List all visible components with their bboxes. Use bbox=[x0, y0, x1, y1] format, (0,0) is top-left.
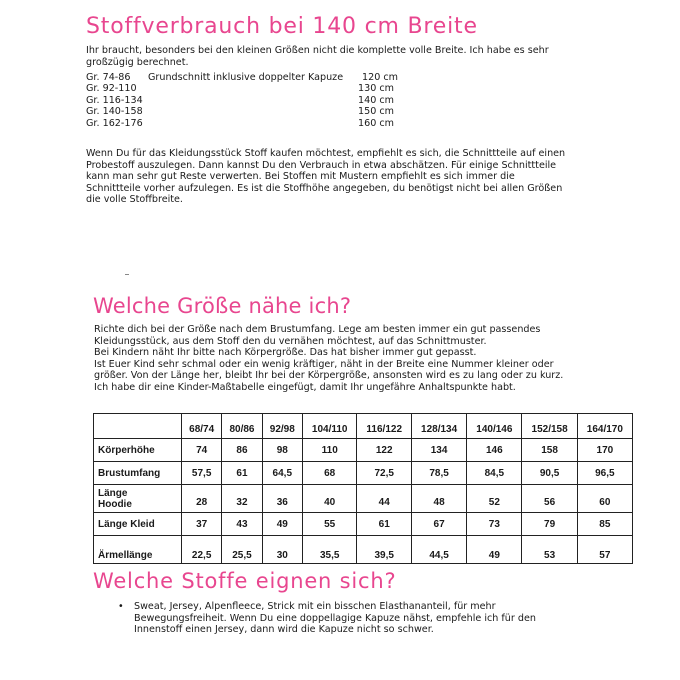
table-column-header: 68/74 bbox=[182, 414, 222, 439]
size-fabric-amount: 120 cm bbox=[362, 72, 398, 83]
table-cell: 49 bbox=[467, 536, 522, 564]
table-row-label: Brustumfang bbox=[94, 462, 182, 485]
table-column-header: 116/122 bbox=[357, 414, 412, 439]
table-cell: 78,5 bbox=[411, 462, 466, 485]
table-cell: 52 bbox=[467, 485, 522, 513]
table-row bbox=[94, 485, 633, 513]
table-cell: 61 bbox=[222, 462, 262, 485]
table-cell: 146 bbox=[467, 439, 522, 462]
table-cell: 74 bbox=[182, 439, 222, 462]
table-column-header: 128/134 bbox=[411, 414, 466, 439]
text-line: großzügig berechnet. bbox=[86, 56, 189, 68]
table-cell: 79 bbox=[522, 513, 577, 536]
size-label: Gr. 140-158 bbox=[86, 106, 143, 118]
text-line: Bei Kindern näht Ihr bitte nach Körpergröße. Das hat bisher immer gut gepasst. bbox=[94, 347, 477, 358]
table-cell: 68 bbox=[302, 462, 357, 485]
list-item bbox=[118, 601, 536, 636]
table-cell: 55 bbox=[302, 513, 357, 536]
text-line: Sweat, Jersey, Alpenfleece, Strick mit ein bisschen Elasthananteil, für mehr bbox=[134, 601, 496, 612]
section-title-which-fabrics: Welche Stoffe eignen sich? bbox=[93, 569, 397, 593]
table-cell: 49 bbox=[262, 513, 302, 536]
fabric-bullet-list bbox=[118, 601, 536, 636]
table-row bbox=[94, 462, 633, 485]
table-cell: 158 bbox=[522, 439, 577, 462]
table-cell: 60 bbox=[577, 485, 632, 513]
table-cell: 25,5 bbox=[222, 536, 262, 564]
table-row-label: Länge Kleid bbox=[94, 513, 182, 536]
table-column-header: 104/110 bbox=[302, 414, 357, 439]
bullet-icon: • bbox=[118, 601, 124, 612]
table-row-label: Ärmellänge bbox=[94, 536, 182, 564]
table-cell: 96,5 bbox=[577, 462, 632, 485]
table-column-header: 92/98 bbox=[262, 414, 302, 439]
table-cell: 40 bbox=[302, 485, 357, 513]
table-row bbox=[94, 536, 633, 564]
table-cell: 30 bbox=[262, 536, 302, 564]
table-cell: 28 bbox=[182, 485, 222, 513]
table-cell: 48 bbox=[411, 485, 466, 513]
table-cell: 84,5 bbox=[467, 462, 522, 485]
text-line: die volle Stoffbreite. bbox=[86, 194, 183, 206]
table-cell: 67 bbox=[411, 513, 466, 536]
text-line: Ist Euer Kind sehr schmal oder ein wenig kräftiger, näht in der Breite eine Nummer kleiner oder bbox=[94, 358, 554, 370]
table-cell: 72,5 bbox=[357, 462, 412, 485]
fabric-usage-intro bbox=[86, 45, 549, 68]
text-line: kann man sehr gut Reste verwerten. Bei Stoffen mit Mustern empfiehlt es sich immer die bbox=[86, 171, 515, 183]
table-cell: 61 bbox=[357, 513, 412, 536]
text-line: Innenstoff einen Jersey, dann wird die Kapuze nicht so schwer. bbox=[134, 624, 434, 636]
section-title-fabric-usage: Stoffverbrauch bei 140 cm Breite bbox=[86, 14, 478, 39]
table-cell: 44,5 bbox=[411, 536, 466, 564]
table-cell: 36 bbox=[262, 485, 302, 513]
table-cell: 86 bbox=[222, 439, 262, 462]
table-cell: 170 bbox=[577, 439, 632, 462]
table-row-label bbox=[94, 485, 182, 513]
table-cell: 37 bbox=[182, 513, 222, 536]
table-row bbox=[94, 439, 633, 462]
size-label: Gr. 74-86 bbox=[86, 72, 131, 83]
table-cell: 98 bbox=[262, 439, 302, 462]
table-cell: 32 bbox=[222, 485, 262, 513]
size-label: Gr. 162-176 bbox=[86, 117, 143, 129]
text-line: Probestoff auszulegen. Dann kannst Du den Verbrauch in etwa abschätzen. Für einige Schnittteile bbox=[86, 159, 557, 171]
table-cell: 44 bbox=[357, 485, 412, 513]
size-fabric-amount: 150 cm bbox=[358, 106, 394, 118]
table-row-label-line: Hoodie bbox=[98, 498, 132, 510]
section-title-which-size: Welche Größe nähe ich? bbox=[93, 294, 352, 318]
table-cell: 64,5 bbox=[262, 462, 302, 485]
table-cell: 22,5 bbox=[182, 536, 222, 564]
table-cell: 56 bbox=[522, 485, 577, 513]
table-column-header: 80/86 bbox=[222, 414, 262, 439]
text-line: Wenn Du für das Kleidungsstück Stoff kaufen möchtest, empfiehlt es sich, die Schnittteile auf einen bbox=[86, 148, 566, 159]
text-line: Kleidungsstück, aus dem Stoff den du vernähen möchtest, auf das Schnittmuster. bbox=[94, 335, 487, 347]
table-column-header: 164/170 bbox=[577, 414, 632, 439]
text-line: größer. Von der Länge her, bleibt Ihr bei der Körpergröße, ansonsten wird es zu lang oder zu kurz. bbox=[94, 370, 564, 381]
table-cell: 43 bbox=[222, 513, 262, 536]
table-cell: 90,5 bbox=[522, 462, 577, 485]
size-fabric-amount: 160 cm bbox=[358, 117, 394, 129]
table-cell: 73 bbox=[467, 513, 522, 536]
text-line: Ich habe dir eine Kinder-Maßtabelle eingefügt, damit Ihr ungefähre Anhaltspunkte habt. bbox=[94, 381, 516, 393]
table-cell: 110 bbox=[302, 439, 357, 462]
size-table bbox=[93, 413, 633, 564]
table-row-label-line: Länge bbox=[98, 487, 128, 499]
table-column-header: 152/158 bbox=[522, 414, 577, 439]
table-cell: 85 bbox=[577, 513, 632, 536]
size-description: Grundschnitt inklusive doppelter Kapuze bbox=[148, 72, 344, 83]
size-fabric-amount: 130 cm bbox=[358, 83, 394, 95]
table-cell: 122 bbox=[357, 439, 412, 462]
table-header-row bbox=[94, 414, 633, 439]
table-cell: 35,5 bbox=[302, 536, 357, 564]
table-corner-cell bbox=[94, 414, 182, 439]
which-size-paragraph bbox=[94, 324, 563, 393]
size-fabric-amount: 140 cm bbox=[358, 94, 394, 106]
table-cell: 57 bbox=[577, 536, 632, 564]
table-row bbox=[94, 513, 633, 536]
text-line: Richte dich bei der Größe nach dem Brustumfang. Lege am besten immer ein gut passendes bbox=[94, 324, 541, 335]
text-line: Ihr braucht, besonders bei den kleinen Größen nicht die komplette volle Breite. Ich habe es sehr bbox=[86, 45, 549, 56]
table-cell: 134 bbox=[411, 439, 466, 462]
table-column-header: 140/146 bbox=[467, 414, 522, 439]
fabric-usage-paragraph bbox=[86, 148, 565, 206]
size-label: Gr. 92-110 bbox=[86, 83, 137, 95]
stray-mark bbox=[125, 274, 129, 275]
table-row-label: Körperhöhe bbox=[94, 439, 182, 462]
text-line: Bewegungsfreiheit. Wenn Du eine doppellagige Kapuze nähst, empfehle ich für den bbox=[134, 612, 536, 624]
text-line: Schnittteile vorher aufzulegen. Es ist die Stoffhöhe angegeben, du benötigst nicht bei allen Größen bbox=[86, 182, 563, 194]
size-label: Gr. 116-134 bbox=[86, 94, 143, 106]
table-cell: 53 bbox=[522, 536, 577, 564]
table-cell: 57,5 bbox=[182, 462, 222, 485]
table-cell: 39,5 bbox=[357, 536, 412, 564]
